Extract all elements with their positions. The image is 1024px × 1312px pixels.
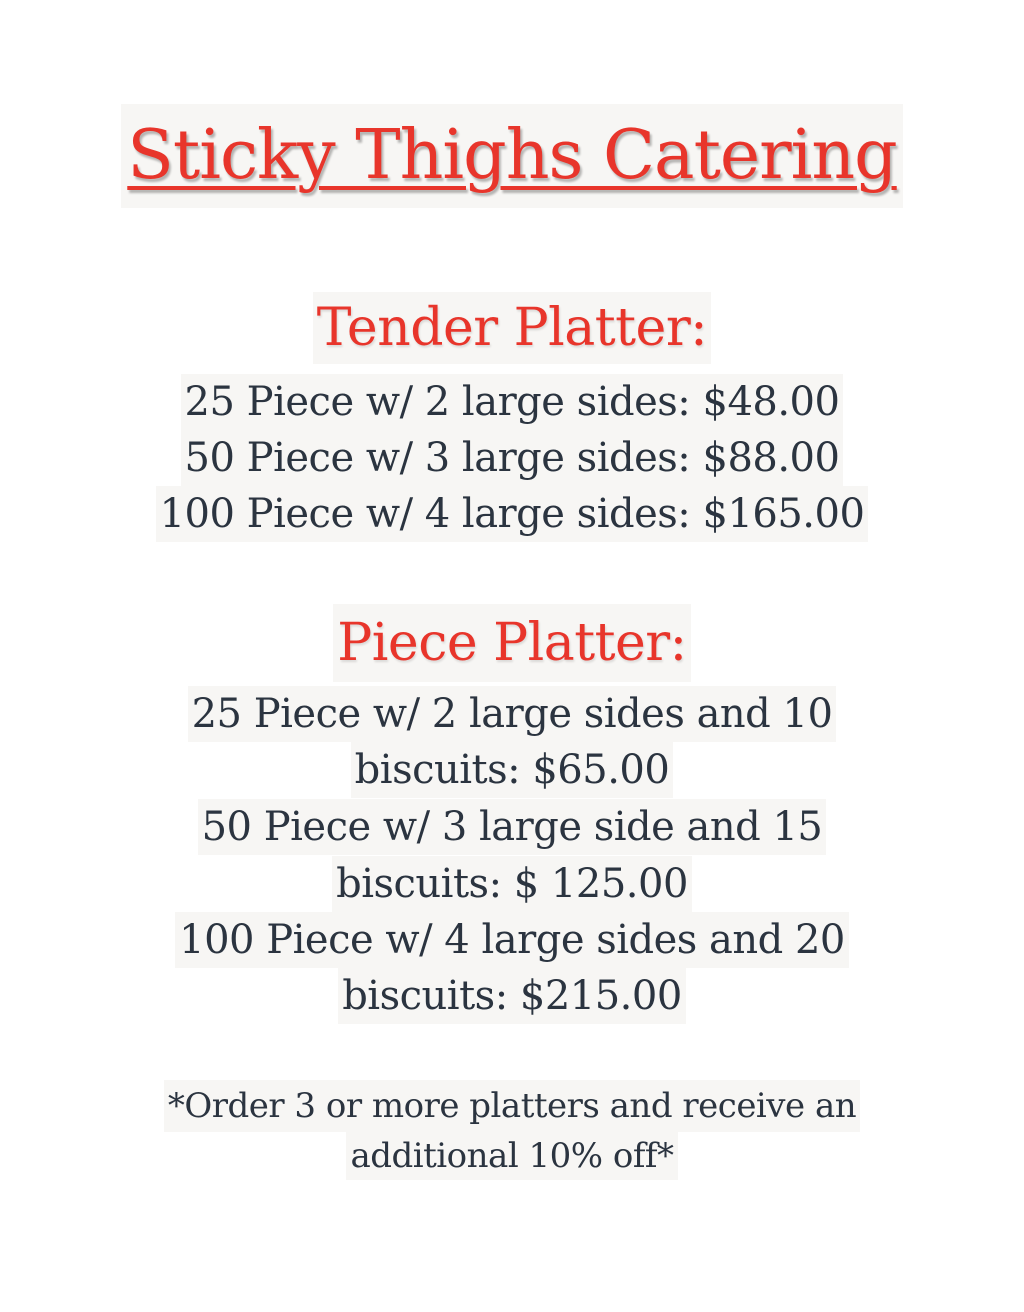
piece-platter-line xyxy=(0,912,1024,968)
menu-title: Sticky Thighs Catering xyxy=(121,104,902,208)
piece-platter-line-6: biscuits: $215.00 xyxy=(338,968,686,1024)
piece-platter-heading: Piece Platter: xyxy=(333,604,690,682)
piece-platter-line xyxy=(0,742,1024,798)
tender-platter-heading: Tender Platter: xyxy=(313,292,711,364)
discount-note-line-1: *Order 3 or more platters and receive an xyxy=(164,1080,860,1132)
piece-platter-line-1: 25 Piece w/ 2 large sides and 10 xyxy=(188,686,837,742)
piece-platter-line-2: biscuits: $65.00 xyxy=(351,742,674,798)
tender-platter-heading-row xyxy=(0,292,1024,364)
tender-platter-item-25: 25 Piece w/ 2 large sides: $48.00 xyxy=(181,374,844,430)
tender-platter-item xyxy=(0,374,1024,430)
discount-note-row xyxy=(0,1080,1024,1132)
piece-platter-line xyxy=(0,968,1024,1024)
tender-platter-item-100: 100 Piece w/ 4 large sides: $165.00 xyxy=(156,486,869,542)
tender-platter-item xyxy=(0,430,1024,486)
piece-platter-line xyxy=(0,856,1024,912)
piece-platter-heading-row xyxy=(0,604,1024,682)
piece-platter-line xyxy=(0,799,1024,855)
discount-note-row xyxy=(0,1132,1024,1180)
piece-platter-line-4: biscuits: $ 125.00 xyxy=(332,856,692,912)
piece-platter-line-5: 100 Piece w/ 4 large sides and 20 xyxy=(175,912,849,968)
tender-platter-item xyxy=(0,486,1024,542)
menu-title-row xyxy=(0,104,1024,208)
piece-platter-line xyxy=(0,686,1024,742)
discount-note-line-2: additional 10% off* xyxy=(346,1132,677,1180)
tender-platter-item-50: 50 Piece w/ 3 large sides: $88.00 xyxy=(181,430,844,486)
piece-platter-line-3: 50 Piece w/ 3 large side and 15 xyxy=(198,799,827,855)
